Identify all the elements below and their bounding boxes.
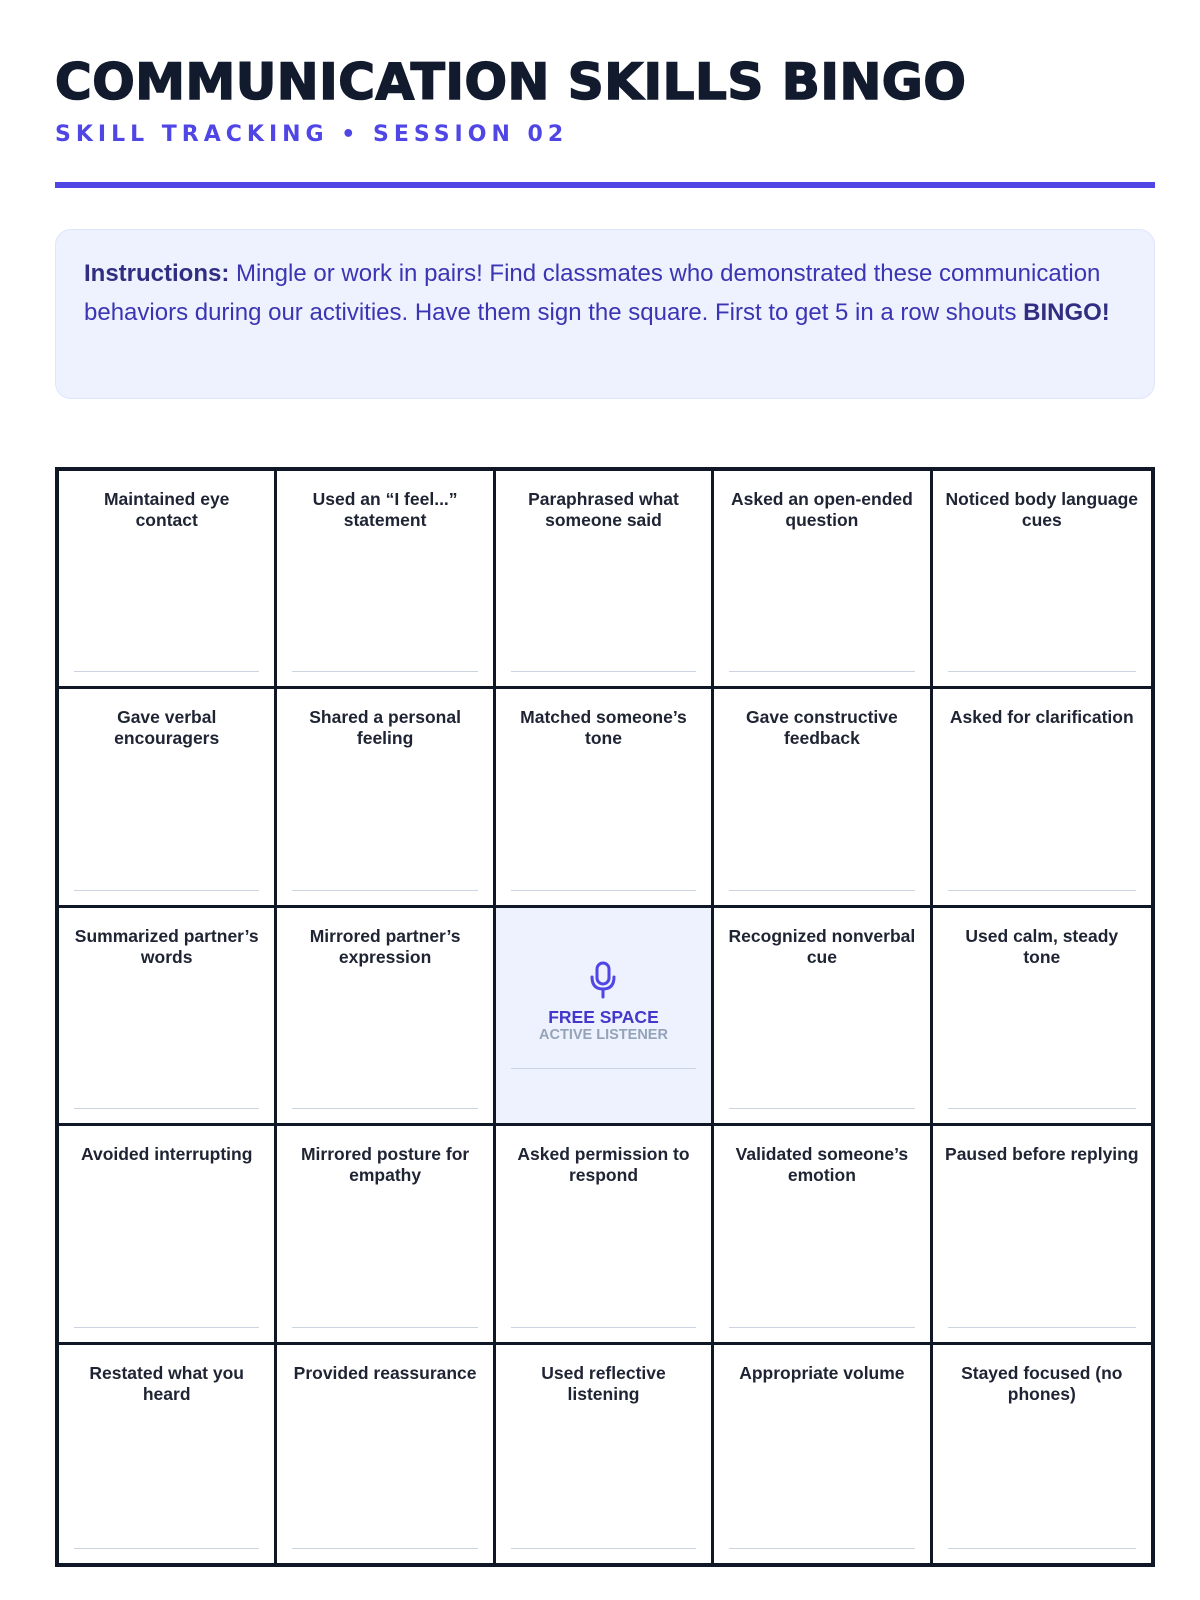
signature-line[interactable] (74, 1108, 259, 1109)
signature-line[interactable] (729, 890, 914, 891)
instructions-emphasis: BINGO! (1023, 299, 1110, 326)
free-space-content (496, 960, 711, 1044)
square-label: Used an “I feel...” statement (312, 489, 458, 530)
signature-line[interactable] (729, 1327, 914, 1328)
free-space-title: FREE SPACE (548, 1006, 659, 1027)
bingo-square[interactable] (933, 1126, 1151, 1344)
signature-line[interactable] (74, 1327, 259, 1328)
square-label: Provided reassurance (293, 1362, 477, 1383)
signature-line[interactable] (511, 1548, 696, 1549)
signature-line[interactable] (511, 1327, 696, 1328)
instructions-panel (55, 229, 1155, 399)
square-label: Shared a personal feeling (309, 707, 461, 749)
square-label: Paraphrased what someone said (528, 489, 679, 530)
signature-line[interactable] (74, 671, 259, 672)
microphone-icon (588, 960, 618, 1000)
page-subtitle: SKILL TRACKING • SESSION 02 (55, 122, 569, 147)
square-label: Asked an open-ended question (730, 489, 913, 530)
signature-line (511, 1068, 696, 1069)
square-label: Paused before replying (945, 1144, 1139, 1165)
signature-line[interactable] (948, 1327, 1136, 1328)
bingo-square[interactable] (714, 1345, 932, 1563)
bingo-square[interactable] (59, 471, 277, 689)
signature-line[interactable] (292, 1327, 477, 1328)
bingo-square[interactable] (277, 908, 495, 1126)
square-label: Used calm, steady tone (965, 925, 1119, 967)
bingo-square[interactable] (496, 1345, 714, 1563)
instructions-text: Mingle or work in pairs! Find classmates who demonstrated these communication behaviors during our activities. Have them sign the square. First to get 5 in a row shouts (84, 260, 1101, 326)
square-label: Stayed focused (no phones) (961, 1362, 1123, 1404)
bingo-board (55, 467, 1155, 1567)
signature-line[interactable] (292, 1108, 477, 1109)
square-label: Asked for clarification (949, 707, 1134, 728)
square-label: Gave constructive feedback (746, 707, 898, 749)
signature-line[interactable] (948, 890, 1136, 891)
bingo-square[interactable] (277, 689, 495, 907)
signature-line[interactable] (511, 890, 696, 891)
square-label: Validated someone’s emotion (735, 1144, 909, 1186)
signature-line[interactable] (948, 1108, 1136, 1109)
bingo-square[interactable] (277, 1126, 495, 1344)
square-label: Noticed body language cues (945, 489, 1139, 530)
instructions-label: Instructions: (84, 260, 230, 287)
bingo-square[interactable] (59, 1345, 277, 1563)
square-label: Recognized nonverbal cue (728, 925, 916, 967)
bingo-square[interactable] (714, 1126, 932, 1344)
bingo-square[interactable] (933, 689, 1151, 907)
square-label: Mirrored partner’s expression (309, 925, 461, 967)
bingo-square[interactable] (496, 471, 714, 689)
bingo-square[interactable] (933, 908, 1151, 1126)
bingo-square[interactable] (714, 471, 932, 689)
bingo-square[interactable] (714, 689, 932, 907)
free-space-square (496, 908, 714, 1126)
bingo-square[interactable] (59, 908, 277, 1126)
square-label: Asked permission to respond (517, 1144, 690, 1186)
free-space-subtitle: ACTIVE LISTENER (539, 1026, 668, 1043)
signature-line[interactable] (292, 1548, 477, 1549)
signature-line[interactable] (948, 671, 1136, 672)
square-label: Matched someone’s tone (520, 707, 687, 749)
square-label: Maintained eye contact (103, 489, 230, 530)
bingo-square[interactable] (277, 1345, 495, 1563)
page-title: COMMUNICATION SKILLS BINGO (55, 53, 967, 111)
bingo-square[interactable] (933, 1345, 1151, 1563)
bingo-square[interactable] (496, 689, 714, 907)
square-label: Gave verbal encouragers (114, 707, 220, 749)
bingo-square[interactable] (59, 1126, 277, 1344)
signature-line[interactable] (729, 671, 914, 672)
bingo-square[interactable] (933, 471, 1151, 689)
signature-line[interactable] (292, 890, 477, 891)
signature-line[interactable] (948, 1548, 1136, 1549)
square-label: Used reflective listening (541, 1362, 666, 1404)
bingo-square[interactable] (496, 1126, 714, 1344)
square-label: Summarized partner’s words (74, 925, 259, 967)
bingo-square[interactable] (59, 689, 277, 907)
header-divider (55, 182, 1155, 188)
square-label: Restated what you heard (89, 1362, 244, 1404)
signature-line[interactable] (511, 671, 696, 672)
bingo-square[interactable] (714, 908, 932, 1126)
signature-line[interactable] (292, 671, 477, 672)
signature-line[interactable] (74, 1548, 259, 1549)
signature-line[interactable] (729, 1108, 914, 1109)
bingo-square[interactable] (277, 471, 495, 689)
square-label: Appropriate volume (739, 1362, 905, 1383)
square-label: Mirrored posture for empathy (300, 1144, 470, 1186)
signature-line[interactable] (74, 890, 259, 891)
signature-line[interactable] (729, 1548, 914, 1549)
square-label: Avoided interrupting (80, 1144, 253, 1165)
